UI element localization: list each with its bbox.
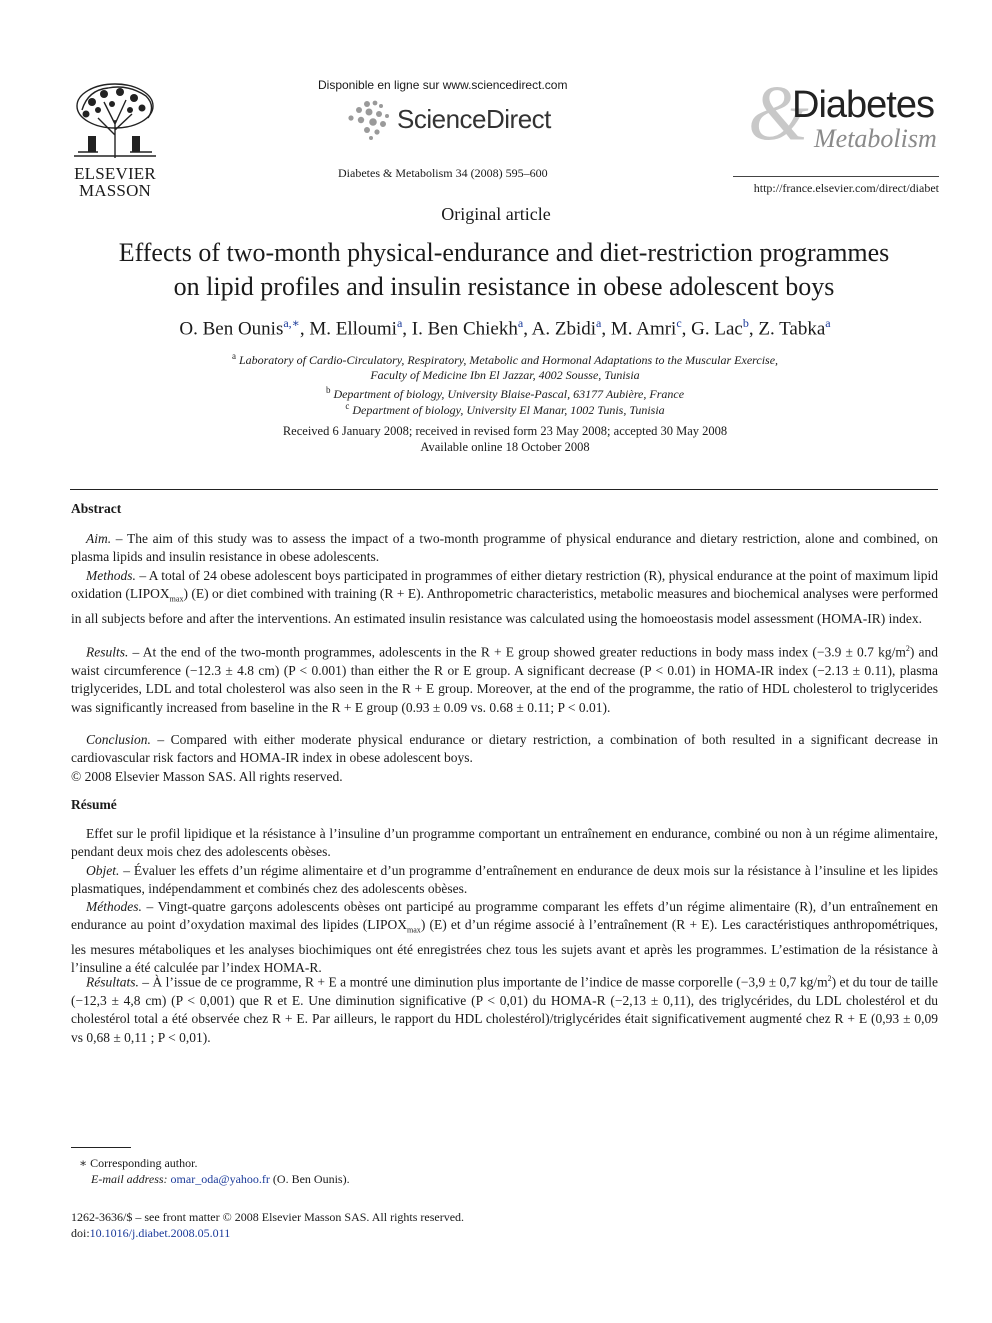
- resultats-text-cont: ) et du tour de taille (−12,3 ± 4,8 cm) (P < 0,001) que R et E. Une diminution significative (P < 0,01) du HOMA-R (−2,13 ± 0,11), des triglycérides, du LDL cholestérol et du cholestérol total a été observée chez R + E. Par ailleurs, le rapport du HDL cholestérol)/triglycérides était significativement augmenté chez R + E (0,93 ± 0,09 vs 0,68 ± 0,11 ; P < 0,01).: [71, 974, 938, 1045]
- resultats-text: – À l’issue de ce programme, R + E a montré une diminution plus importante de l’indice de masse corporelle (−3,9 ± 0,7 kg/m: [138, 974, 828, 990]
- affiliation-mark: a: [231, 351, 236, 361]
- author-affiliation-mark[interactable]: a: [396, 316, 403, 330]
- author: I. Ben Chiekh: [411, 318, 518, 340]
- doi-label: doi:: [71, 1226, 90, 1240]
- email-link[interactable]: omar_oda@yahoo.fr: [170, 1172, 270, 1186]
- email-note: [91, 1171, 350, 1187]
- author-affiliation-mark[interactable]: a: [596, 316, 602, 330]
- corresponding-author-note: [79, 1155, 197, 1171]
- doi-link[interactable]: 10.1016/j.diabet.2008.05.011: [89, 1226, 231, 1240]
- journal-url[interactable]: http://france.elsevier.com/direct/diabet: [753, 181, 939, 195]
- methodes-text-cont: ) (E) et d’un régime associé à l’entraînement (R + E). Les caractéristiques anthropométriques, les mesures métaboliques et les analyses biochimiques ont été enregistrées chez tous les sujets avant et après les programmes. L’estimation de la résistance à l’insuline a été calculée par l’index HOMA-R.: [71, 917, 938, 975]
- resume-methodes: [71, 898, 938, 977]
- affiliation-b: [100, 385, 910, 402]
- affiliation-a-cont: [100, 368, 910, 383]
- affiliation-text: Department of biology, University Blaise-Pascal, 63177 Aubière, France: [333, 387, 685, 401]
- abstract-heading: Abstract: [71, 501, 122, 516]
- journal-reference: Diabetes & Metabolism 34 (2008) 595–600: [338, 166, 548, 180]
- author: A. Zbidi: [531, 318, 597, 340]
- resultats-label: Résultats.: [86, 974, 139, 990]
- affiliation-a: [100, 351, 910, 368]
- methods-text-cont: ) (E) or diet combined with training (R + E). Anthropometric characteristics, metabolic measures and biochemical analyses were performed in all subjects before and after the interventions. An estimated insulin resistance was calculated using the homoeostasis model assessment (HOMA-IR) index.: [71, 586, 938, 626]
- ampersand-graphic-icon: &: [748, 69, 809, 156]
- header-divider: [733, 176, 939, 177]
- author-affiliation-mark[interactable]: a: [517, 316, 524, 330]
- objet-label: Objet.: [86, 863, 120, 878]
- results-label: Results.: [86, 644, 129, 660]
- conclusion-label: Conclusion.: [86, 732, 151, 747]
- publisher-name-bottom: MASSON: [78, 181, 152, 200]
- journal-logo-main: Diabetes: [792, 84, 934, 126]
- methodes-text: – Vingt-quatre garçons adolescents obèses ont participé au programme comparant les effets d’un régime alimentaire (R), d’un entraînement en endurance au point d’oxydation maximal des lipides (LIPOX: [71, 899, 938, 933]
- aim-label: Aim.: [86, 531, 112, 546]
- publisher-name-top: ELSEVIER: [74, 164, 156, 183]
- subscript: max: [169, 595, 184, 605]
- affiliation-mark: b: [325, 385, 331, 395]
- author: M. Amri: [610, 318, 677, 340]
- abstract-results: [71, 640, 938, 717]
- resume-resultats: [71, 970, 938, 1047]
- elsevier-tree-icon: [68, 80, 162, 160]
- results-text-cont: ) and waist circumference (−12.3 ± 4.8 cm) (P < 0.001) than either the R or E group. A significant decrease (P < 0.01) in HOMA-IR index (−2.13 ± 0.11), plasma triglycerides, LDL and total cholesterol was also seen in the R + E group. Moreover, at the end of the programme, the ratio of HDL cholesterol to triglycerides was significantly increased from baseline in the R + E group (0.93 ± 0.09 vs. 0.68 ± 0.11; P < 0.01).: [71, 644, 938, 715]
- journal-logo-sub: Metabolism: [814, 124, 937, 153]
- conclusion-text: – Compared with either moderate physical endurance or dietary restriction, a combination of both resulted in a significant decrease in cardiovascular risk factors and HOMA-IR index in obese adolescent boys.: [71, 732, 938, 766]
- received-dates: Received 6 January 2008; received in revised form 23 May 2008; accepted 30 May 2008: [282, 424, 728, 438]
- aim-text: – The aim of this study was to assess the impact of a two-month programme of physical endurance and dietary restriction, alone and combined, on plasma lipids and insulin resistance in obese adolescents.: [71, 531, 938, 565]
- methods-text: – A total of 24 obese adolescent boys participated in programmes of either dietary restriction (R), physical endurance at the point of maximum lipid oxidation (LIPOX: [71, 568, 938, 602]
- methods-label: Methods.: [86, 568, 136, 583]
- abstract-divider: [70, 489, 938, 490]
- author-affiliation-mark[interactable]: a,∗: [283, 316, 300, 330]
- affiliation-c: [100, 401, 910, 418]
- copyright-notice: © 2008 Elsevier Masson SAS. All rights reserved.: [71, 769, 343, 784]
- affiliation-text: Department of biology, University El Manar, 1002 Tunis, Tunisia: [352, 403, 665, 417]
- author-affiliation-mark[interactable]: c: [676, 316, 682, 330]
- methodes-label: Méthodes.: [86, 899, 142, 914]
- elsevier-logo: [68, 80, 162, 198]
- author-affiliation-mark[interactable]: a: [825, 316, 831, 330]
- journal-logo: [748, 69, 940, 162]
- article-type: Original article: [441, 204, 551, 224]
- superscript: 2: [827, 974, 832, 983]
- title-line-1: Effects of two-month physical-endurance and diet-restriction programmes: [118, 238, 890, 267]
- availability-line: Disponible en ligne sur www.sciencedirect.com: [318, 78, 568, 92]
- sciencedirect-logo: [345, 98, 575, 142]
- affiliation-text: Faculty of Medicine Ibn El Jazzar, 4002 Sousse, Tunisia: [370, 368, 640, 382]
- footnote-mark: ∗: [79, 1156, 88, 1170]
- author-affiliation-mark[interactable]: b: [742, 316, 749, 330]
- resume-objet: [71, 862, 938, 899]
- author: M. Elloumi: [309, 318, 397, 340]
- author-list: O. Ben Ounis$^{a,∗}$, M. Elloumi$^a$, I. Ben Chiekh$^a$, A. Zbidi$^a$, M. Amri$^c$, G. Lac$^b$, Z. Tabka$^a$: [179, 316, 831, 340]
- resume-heading: Résumé: [71, 797, 117, 812]
- affiliation-text: Laboratory of Cardio-Circulatory, Respiratory, Metabolic and Hormonal Adaptations to the Muscular Exercise,: [238, 353, 779, 367]
- doi-line: [71, 1225, 230, 1241]
- sciencedirect-dots-icon: [345, 98, 395, 142]
- corresponding-text: Corresponding author.: [90, 1156, 198, 1170]
- superscript: 2: [905, 644, 910, 653]
- abstract-conclusion: [71, 731, 938, 768]
- available-online-date: Available online 18 October 2008: [420, 440, 590, 454]
- abstract-aim: [71, 530, 938, 567]
- footnote-divider: [71, 1147, 131, 1148]
- author: Z. Tabka: [758, 318, 826, 340]
- sciencedirect-wordmark: ScienceDirect: [397, 104, 551, 134]
- objet-text: – Évaluer les effets d’un régime alimentaire et d’un programme d’entraînement en endurance de deux mois sur la résistance à l’insuline et les lipides plasmatiques, indépendamment et combinés chez des adolescents obèses.: [71, 863, 938, 897]
- email-owner: (O. Ben Ounis).: [269, 1172, 350, 1186]
- abstract-methods: [71, 567, 938, 628]
- issn-line: 1262-3636/$ – see front matter © 2008 Elsevier Masson SAS. All rights reserved.: [71, 1210, 465, 1224]
- results-text: – At the end of the two-month programmes, adolescents in the R + E group showed greater reductions in body mass index (−3.9 ± 0.7 kg/m: [128, 644, 906, 660]
- article-title: [60, 236, 948, 304]
- title-line-2: on lipid profiles and insulin resistance in obese adolescent boys: [173, 272, 835, 301]
- author: O. Ben Ounis: [179, 318, 284, 340]
- author: G. Lac: [691, 318, 743, 340]
- resume-intro: Effet sur le profil lipidique et la résistance à l’insuline d’un programme comportant un entraînement en endurance, combiné ou non à un régime alimentaire, pendant deux mois chez des adolescents obèses.: [71, 826, 938, 860]
- email-label: E-mail address:: [91, 1172, 168, 1186]
- subscript: max: [407, 926, 421, 936]
- affiliation-mark: c: [345, 401, 350, 411]
